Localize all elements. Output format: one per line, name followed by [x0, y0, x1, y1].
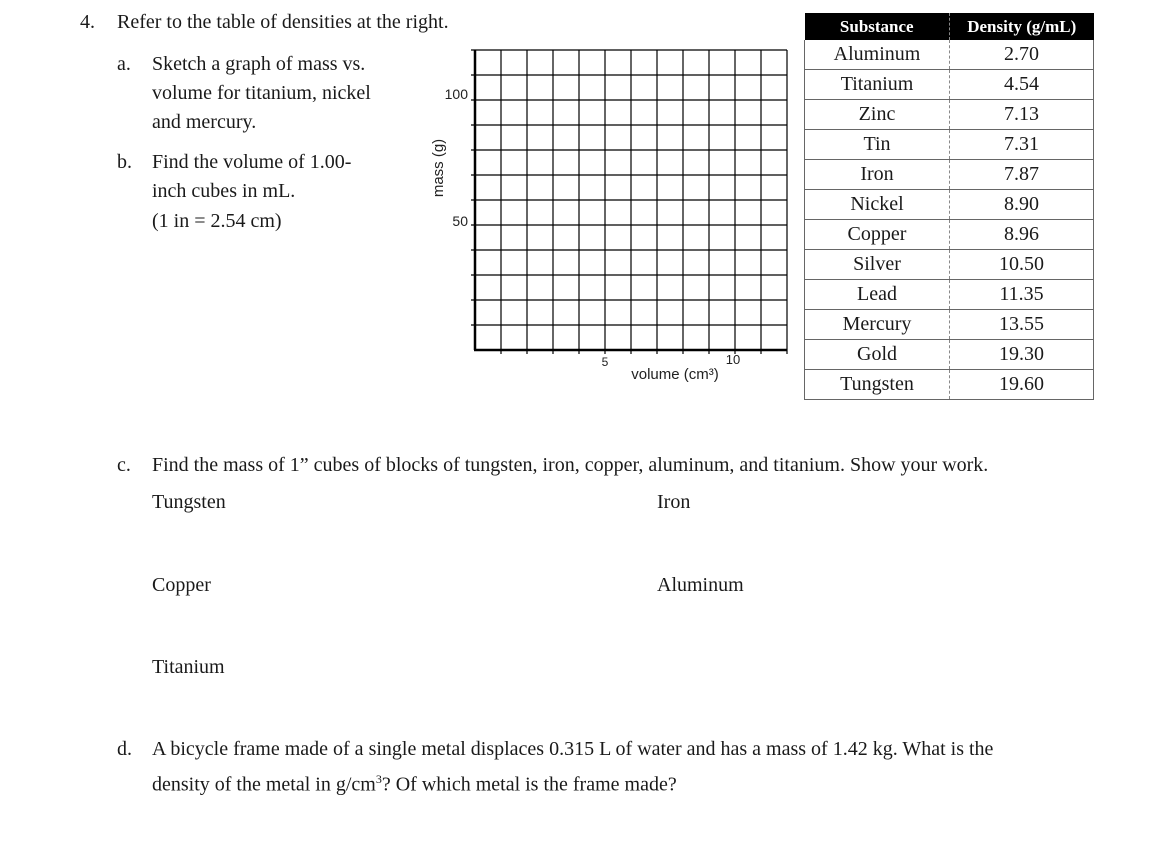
- part-b-line-3: (1 in = 2.54 cm): [152, 210, 282, 232]
- table-row: [805, 70, 1094, 100]
- x-tick-10: 10: [725, 352, 741, 367]
- density-cell: 19.30: [950, 340, 1094, 370]
- header-substance: Substance: [805, 13, 950, 40]
- part-a-line-2: volume for titanium, nickel: [152, 82, 371, 104]
- table-row: [805, 310, 1094, 340]
- part-d-line-1: A bicycle frame made of a single metal displaces 0.315 L of water and has a mass of 1.42 kg. What is the: [152, 738, 994, 760]
- table-row: [805, 160, 1094, 190]
- table-row: [805, 340, 1094, 370]
- density-cell: 7.13: [950, 100, 1094, 130]
- density-cell: 11.35: [950, 280, 1094, 310]
- density-cell: 19.60: [950, 370, 1094, 400]
- x-axis-label: volume (cm³): [631, 366, 719, 383]
- label-titanium: Titanium: [152, 656, 225, 678]
- density-cell: 8.96: [950, 220, 1094, 250]
- table-row: [805, 40, 1094, 70]
- density-cell: 4.54: [950, 70, 1094, 100]
- table-row: [805, 250, 1094, 280]
- part-c-letter: c.: [117, 454, 131, 476]
- substance-cell: Lead: [805, 280, 950, 310]
- substance-cell: Tin: [805, 130, 950, 160]
- density-table: [804, 13, 1094, 400]
- substance-cell: Gold: [805, 340, 950, 370]
- density-cell: 7.87: [950, 160, 1094, 190]
- table-header-row: [805, 13, 1094, 40]
- substance-cell: Aluminum: [805, 40, 950, 70]
- part-d-line-2: [152, 765, 677, 800]
- density-cell: 7.31: [950, 130, 1094, 160]
- part-c-text: Find the mass of 1” cubes of blocks of tungsten, iron, copper, aluminum, and titanium. Show your work.: [152, 454, 989, 476]
- label-copper: Copper: [152, 574, 211, 596]
- table-row: [805, 190, 1094, 220]
- x-tick-5: 5: [601, 355, 609, 369]
- question-text: Refer to the table of densities at the right.: [117, 11, 449, 33]
- density-cell: 8.90: [950, 190, 1094, 220]
- part-a-letter: a.: [117, 53, 131, 75]
- y-tick-100: 100: [444, 86, 468, 102]
- substance-cell: Iron: [805, 160, 950, 190]
- density-cell: 10.50: [950, 250, 1094, 280]
- substance-cell: Nickel: [805, 190, 950, 220]
- graph-grid: [471, 50, 787, 354]
- label-tungsten: Tungsten: [152, 491, 226, 513]
- substance-cell: Tungsten: [805, 370, 950, 400]
- y-axis-label: mass (g): [430, 138, 447, 198]
- substance-cell: Mercury: [805, 310, 950, 340]
- y-tick-50: 50: [452, 213, 468, 229]
- part-b-line-1: Find the volume of 1.00-: [152, 151, 352, 173]
- table-row: [805, 370, 1094, 400]
- density-cell: 2.70: [950, 40, 1094, 70]
- part-d-superscript: 3: [375, 772, 382, 786]
- label-iron: Iron: [657, 491, 691, 513]
- part-d-letter: d.: [117, 738, 132, 760]
- part-b-line-2: inch cubes in mL.: [152, 180, 296, 202]
- part-d-line-2-post: ? Of which metal is the frame made?: [381, 773, 677, 796]
- density-cell: 13.55: [950, 310, 1094, 340]
- substance-cell: Copper: [805, 220, 950, 250]
- part-a-line-3: and mercury.: [152, 111, 257, 133]
- header-density: Density (g/mL): [950, 13, 1094, 40]
- table-row: [805, 100, 1094, 130]
- substance-cell: Zinc: [805, 100, 950, 130]
- table-row: [805, 220, 1094, 250]
- table-row: [805, 130, 1094, 160]
- part-a-line-1: Sketch a graph of mass vs.: [152, 53, 366, 75]
- question-number: 4.: [80, 11, 95, 33]
- table-row: [805, 280, 1094, 310]
- substance-cell: Titanium: [805, 70, 950, 100]
- label-aluminum: Aluminum: [657, 574, 744, 596]
- part-d-line-2-pre: density of the metal in g/cm: [152, 773, 376, 796]
- substance-cell: Silver: [805, 250, 950, 280]
- part-b-letter: b.: [117, 151, 132, 173]
- mass-volume-graph: [415, 40, 795, 400]
